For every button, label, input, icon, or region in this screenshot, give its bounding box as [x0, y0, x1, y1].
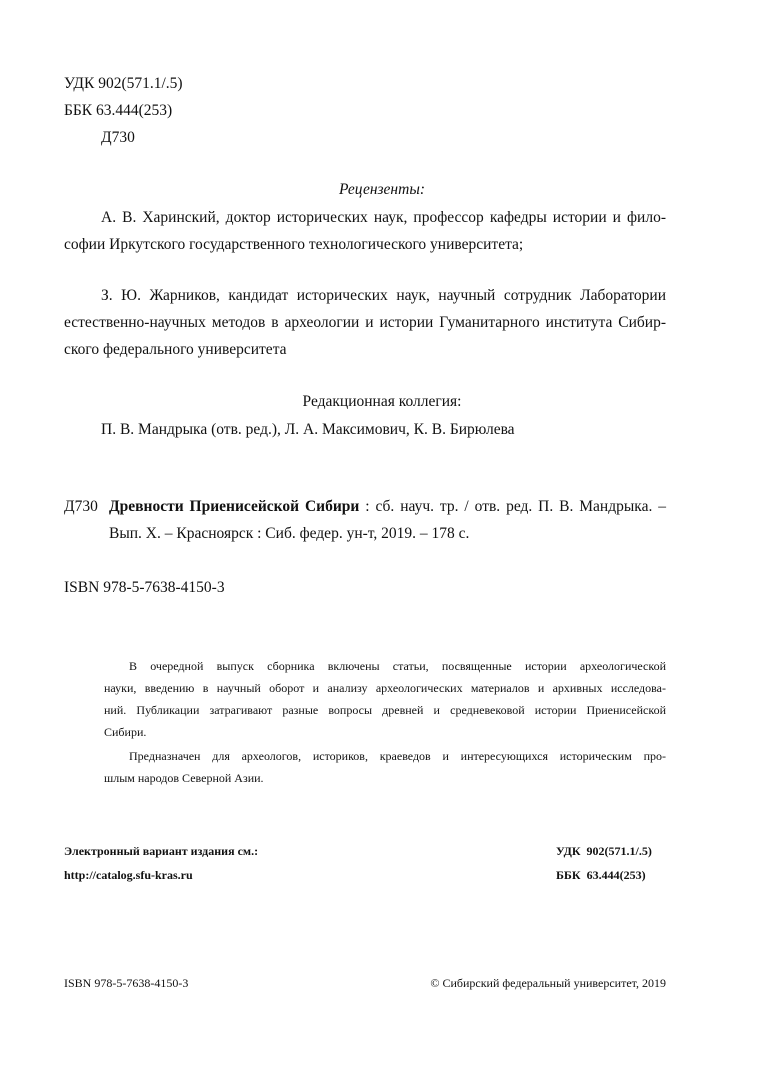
copyright: © Сибирский федеральный университет, 2019: [430, 976, 666, 990]
abstract-p2-line-1: Предназначен для археологов, историков, краеведов и интересующихся историческим про-: [129, 749, 666, 763]
footer-isbn: ISBN 978-5-7638-4150-3: [64, 976, 189, 990]
electronic-version-label: Электронный вариант издания см.:: [64, 844, 259, 858]
bbk-code: ББК 63.444(253): [64, 102, 173, 119]
editorial-title: Редакционная коллегия:: [302, 393, 462, 410]
collection-title: Древности Приенисейской Сибири: [109, 498, 360, 515]
electronic-bbk: ББК 63.444(253): [556, 868, 646, 882]
electronic-udk: УДК 902(571.1/.5): [556, 844, 652, 858]
catalog-link[interactable]: http://catalog.sfu-kras.ru: [64, 868, 193, 882]
editorial-members: П. В. Мандрыка (отв. ред.), Л. А. Максимович, К. В. Бирюлева: [101, 421, 515, 438]
reviewers-title: Рецензенты:: [339, 181, 425, 198]
abstract-p1-line-4: Сибири.: [104, 725, 147, 739]
isbn: ISBN 978-5-7638-4150-3: [64, 579, 225, 596]
abstract-p2-line-2: шлым народов Северной Азии.: [104, 771, 264, 785]
reviewer-1-line-2: софии Иркутского государственного технологического университета;: [64, 236, 524, 253]
abstract-p1-line-1: В очередной выпуск сборника включены статьи, посвященные истории археологической: [129, 659, 666, 673]
bibliography-line-1: [109, 497, 666, 517]
reviewer-2-line-1: З. Ю. Жарников, кандидат исторических наук, научный сотрудник Лаборатории: [101, 287, 666, 304]
abstract-p1-line-3: ний. Публикации затрагивают разные вопросы древней и средневековой истории Приенисейской: [104, 703, 666, 717]
reviewer-2-line-3: ского федерального университета: [64, 341, 287, 358]
reviewer-2-line-2: естественно-научных методов в археологии и истории Гуманитарного института Сибир-: [64, 314, 666, 331]
reviewer-1-line-1: А. В. Харинский, доктор исторических наук, профессор кафедры истории и фило-: [101, 209, 666, 226]
author-mark: Д730: [101, 129, 135, 146]
bibliography-line-2: Вып. X. – Красноярск : Сиб. федер. ун-т, 2019. – 178 с.: [109, 525, 470, 542]
abstract-p1-line-2: науки, введению в научный оборот и анализу археологических материалов и архивных исследова-: [104, 681, 666, 695]
bibliography-line-1-rest: : сб. науч. тр. / отв. ред. П. В. Мандрыка. –: [359, 498, 666, 515]
udk-code: УДК 902(571.1/.5): [64, 75, 183, 92]
bibliography-code: Д730: [64, 498, 98, 515]
